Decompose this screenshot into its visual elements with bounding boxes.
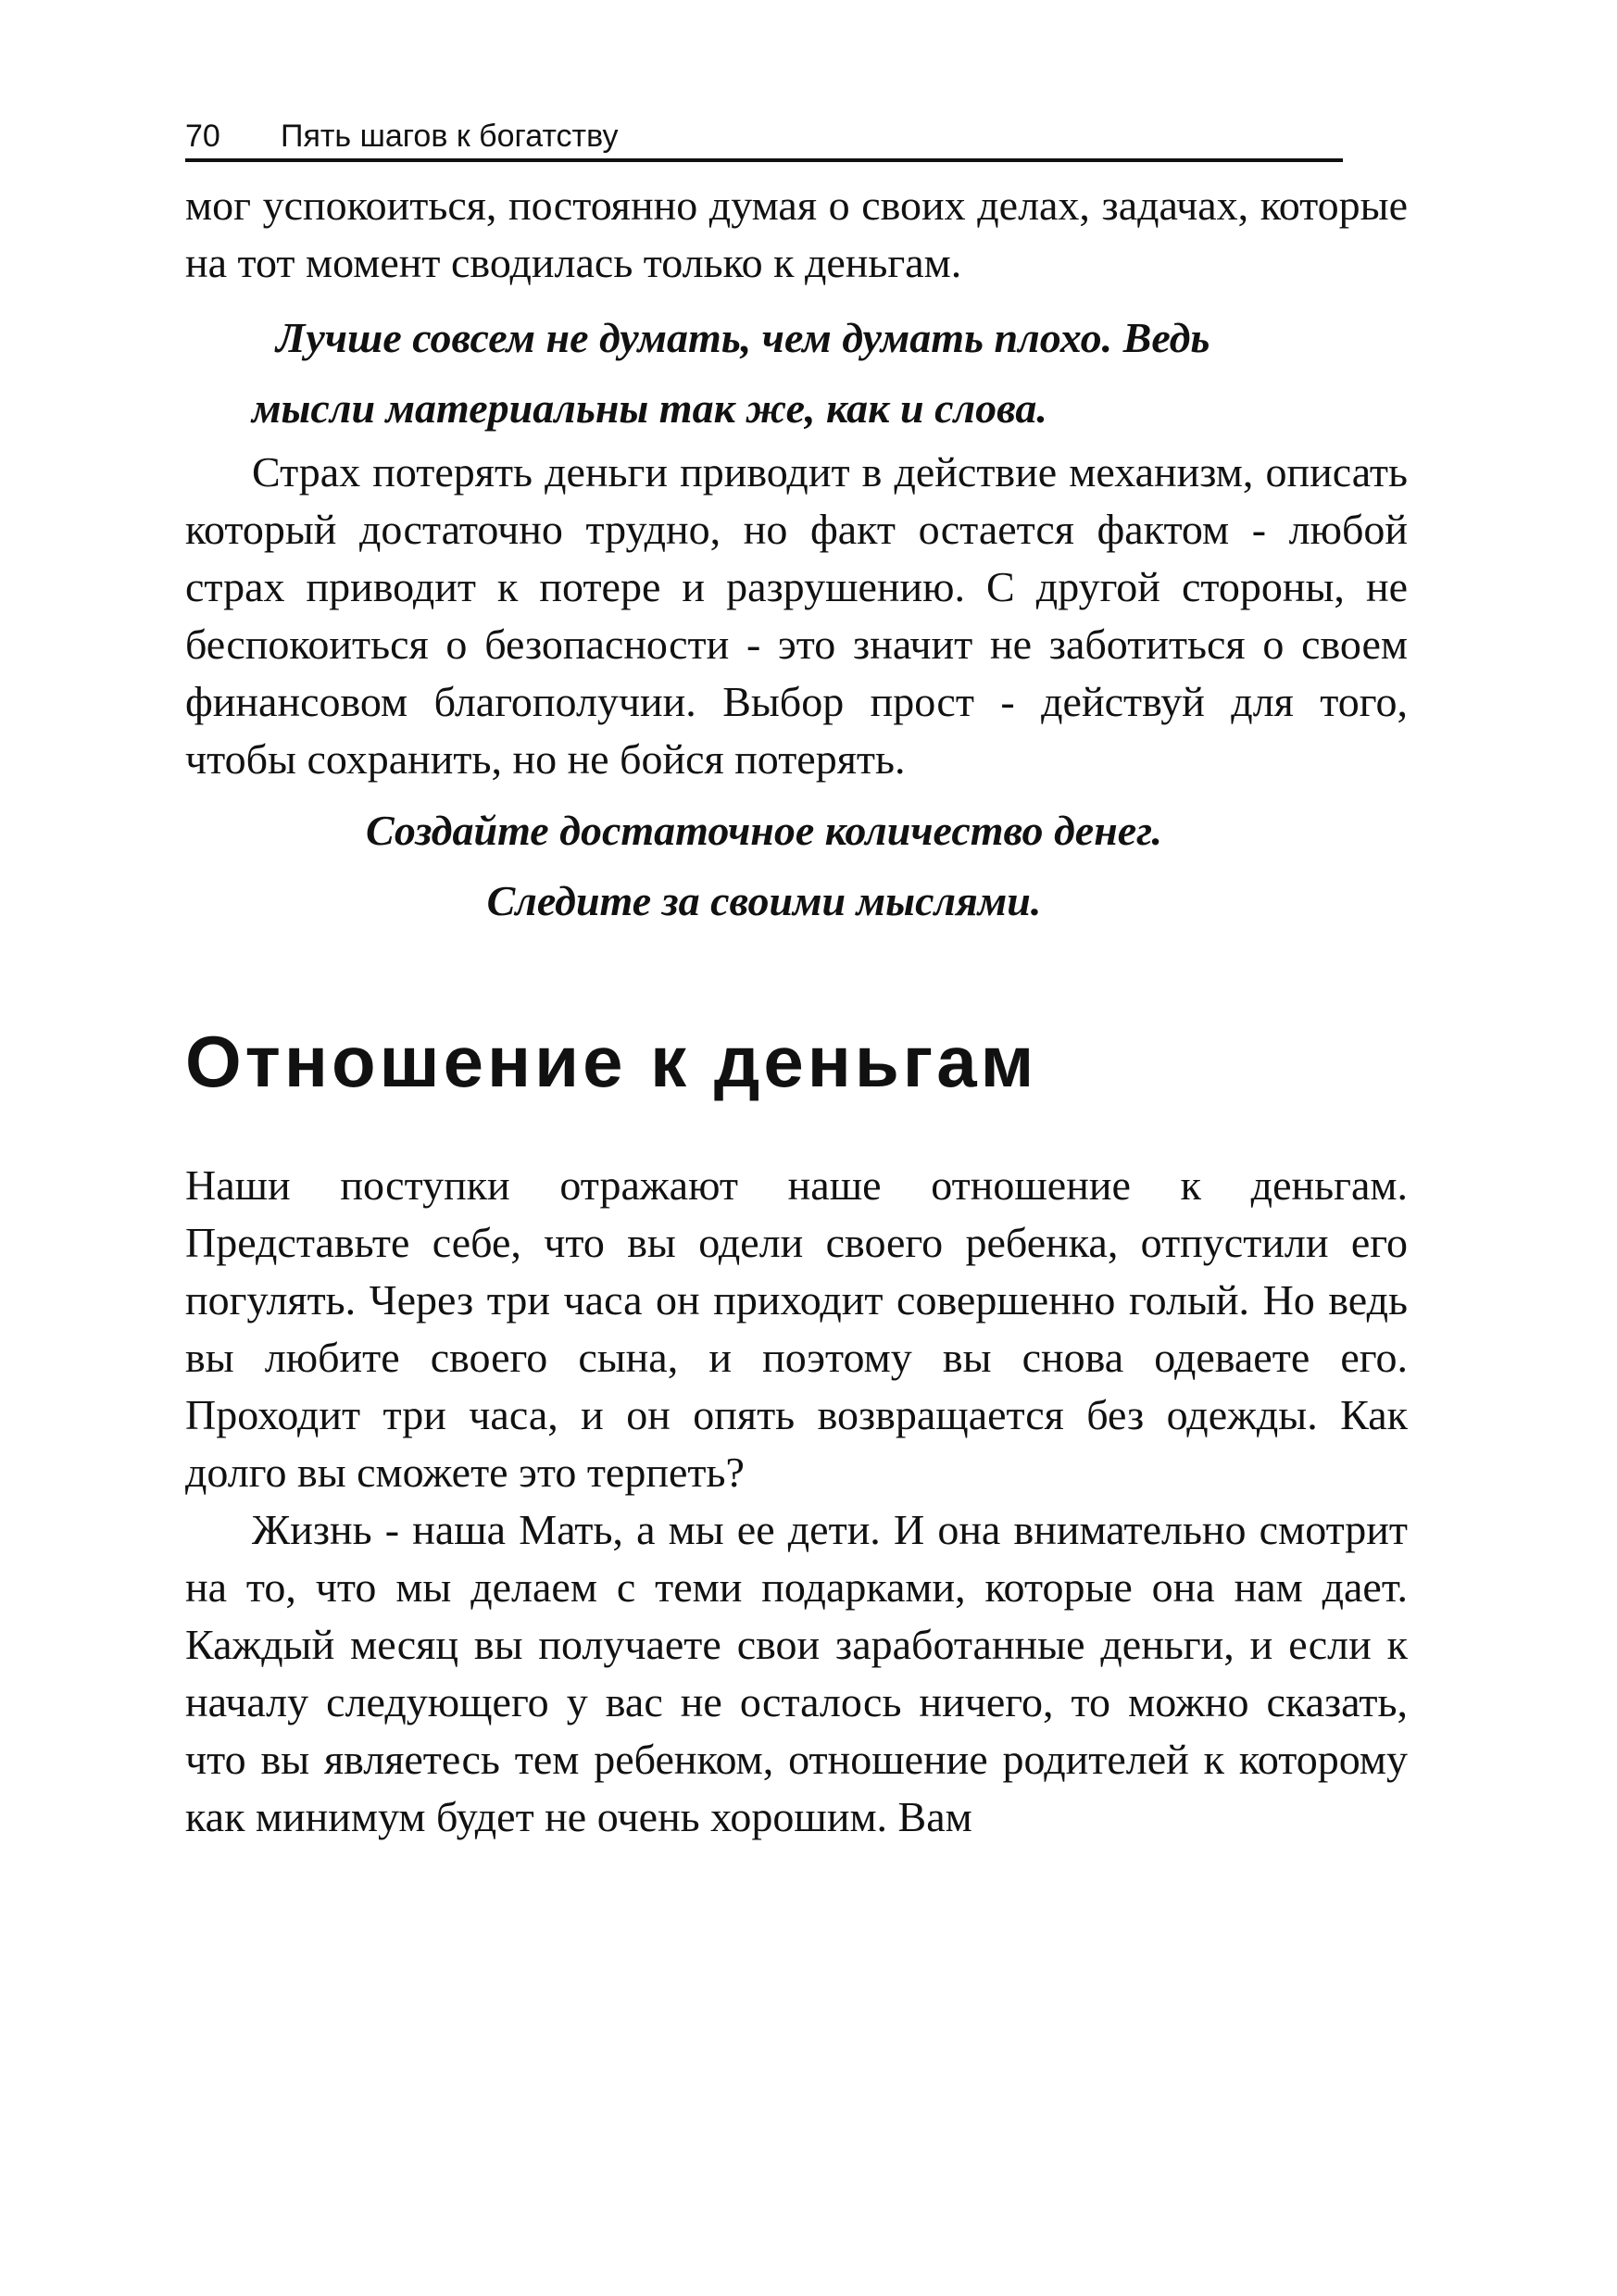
emphasized-quote-thoughts [185, 303, 1408, 444]
paragraph-actions: Наши поступки отражают наше отношение к деньгам. Представьте себе, что вы одели своего ребенка, отпустили его погулять. Через три часа он приходит совершенно голый. Но ведь вы любите своего сына, и поэтому вы снова одеваете его. Проходит три часа, и он опять возвращается без одежды. Как долго вы сможете это терпеть? [185, 1161, 1408, 1496]
quote-line: Лучше совсем не думать, чем думать плохо. Ведь [276, 314, 1210, 361]
quote-line: Следите за своими мыслями. [486, 877, 1042, 924]
paragraph-life: Жизнь - наша Мать, а мы ее дети. И она внимательно смотрит на то, что мы делаем с теми подарками, которые она нам дает. Каждый месяц вы получаете свои заработанные деньги, и если к началу следующего у вас не осталось ничего, то можно сказать, что вы являетесь тем ребенком, отношение родителей к которому как минимум будет не очень хорошим. Вам [185, 1506, 1408, 1840]
running-title: Пять шагов к богатству [281, 119, 619, 154]
book-page [185, 116, 1408, 1846]
paragraph-fear: Страх потерять деньги приводит в действие механизм, описать который достаточно трудно, но факт остается фактом - любой страх приводит к потере и разрушению. С другой стороны, не беспокоиться о безопасности - это значит не заботиться о своем финансовом благополучии. Выбор прост - действуй для того, чтобы сохранить, но не бойся потерять. [185, 448, 1408, 783]
emphasized-quote-money [185, 796, 1343, 936]
running-header [185, 116, 1343, 162]
paragraph-intro: мог успокоиться, постоянно думая о своих делах, задачах, которые на тот момент сводилась только к деньгам. [185, 182, 1408, 286]
page-number: 70 [185, 119, 220, 154]
section-heading: Отношение к деньгам [185, 1021, 1038, 1102]
quote-line: Создайте достаточное количество денег. [365, 807, 1163, 854]
quote-line: мысли материальны так же, как и слова. [252, 384, 1047, 432]
